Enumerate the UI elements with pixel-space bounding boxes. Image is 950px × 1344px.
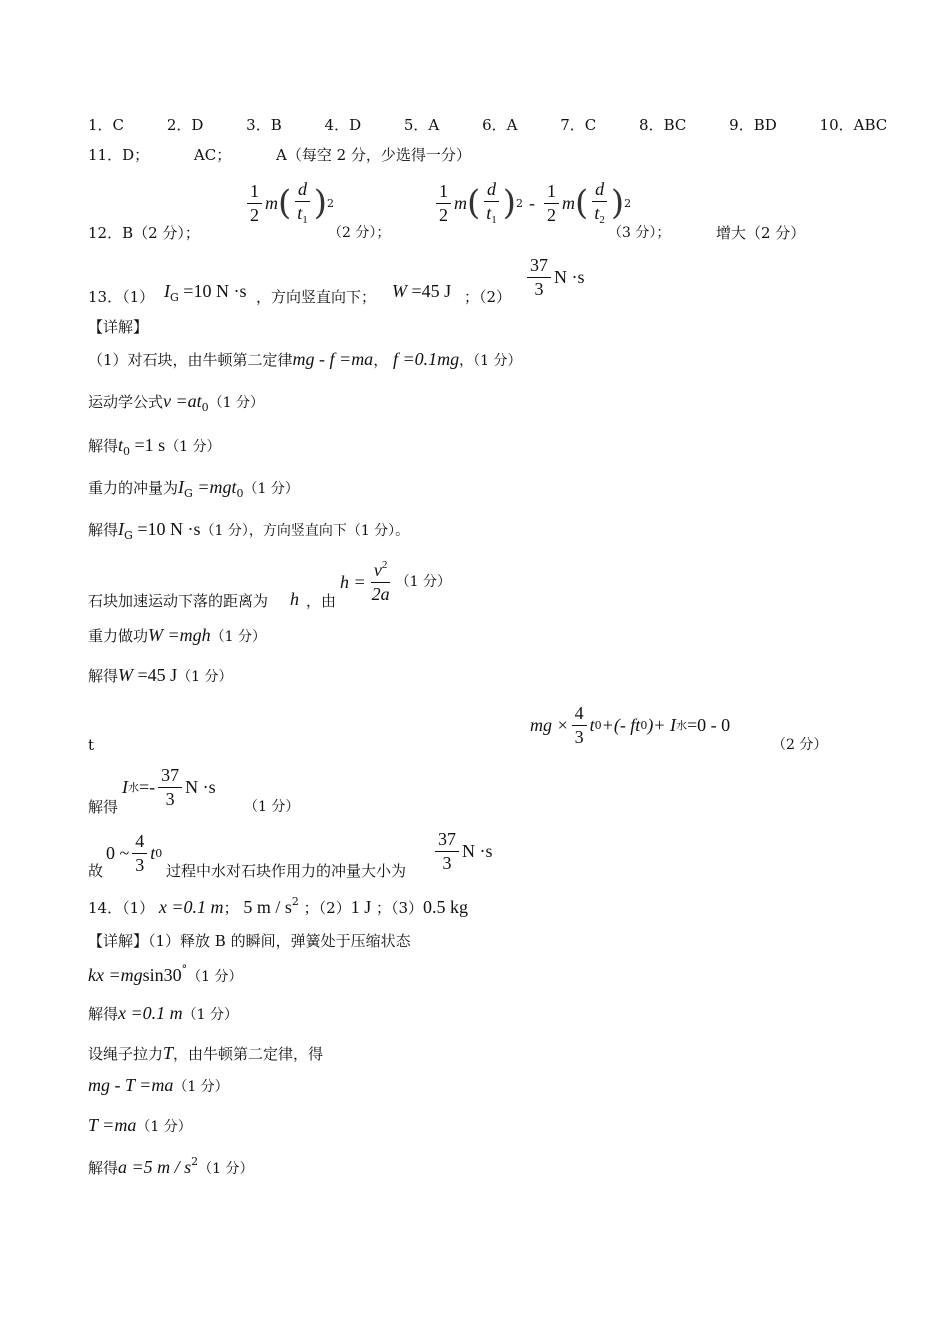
q12-expr-2: $\frac{1}{2}$ m ( $\frac{d}{t_1}$ ) 2 - $\frac{1}{2}$ m ( $\frac{d}{t_2}$ ) 2 — [433, 180, 631, 226]
q13-dir: ，方向竖直向下； — [256, 288, 377, 306]
k1: kx =mgsin30°（1 分） — [88, 963, 243, 985]
answer-5: 5．A — [403, 116, 440, 134]
l7: 重力做功W =mgh（1 分） — [88, 625, 267, 645]
answer-3: 3．B — [246, 116, 282, 134]
q11-b: AC； — [193, 146, 232, 164]
answer-1: 1．C — [88, 116, 125, 134]
q13-work: W =45 J — [392, 281, 452, 301]
q11-c: A（每空 2 分，少选得一分） — [276, 146, 471, 164]
answer-8: 8．BC — [639, 116, 687, 134]
l3: 解得$t_0 =1$ s（1 分） — [88, 435, 221, 458]
q14-detail: 【详解】（1）释放 B 的瞬间，弹簧处于压缩状态 — [88, 932, 411, 950]
answers-row — [88, 118, 887, 133]
answer-2: 2．D — [166, 116, 204, 134]
q13-frac: $\frac{37}{3}$ N ·s — [524, 256, 585, 299]
q12-score-2: （3 分）； — [608, 225, 671, 241]
q13-impulse: $I_G =10$ N ·s — [164, 281, 247, 304]
q11-num: 11．D； — [88, 146, 150, 164]
l2: 运动学公式$v =at_0(1$ 分） — [88, 391, 265, 414]
k6: 解得a =5 m / $s^2(1$ 分） — [88, 1155, 254, 1177]
q14-line: 14．（1） x =0.1 m； 5 m / $s^2$ ；（2）1 J ；（3）0.5 kg — [88, 895, 469, 917]
l8: 解得W =45 J（1 分） — [88, 665, 233, 685]
answer-6: 6．A — [482, 116, 518, 134]
k3: 设绳子拉力T，由牛顿第二定律，得 — [88, 1043, 324, 1063]
q13-num: 13．（1） — [88, 288, 155, 306]
answer-7: 7．C — [560, 116, 597, 134]
l4: 重力的冲量为$I_G =mgt_0(1$ 分） — [88, 477, 299, 500]
q12-last: 增大（2 分） — [716, 224, 806, 242]
answer-4: 4．D — [324, 116, 362, 134]
answer-10: 10．ABC — [819, 116, 888, 134]
q11-line — [88, 148, 471, 163]
q13-p2: ；（2） — [464, 288, 512, 306]
q12-score-1: （2 分）； — [328, 225, 391, 241]
k4: mg - T =ma（1 分） — [88, 1075, 229, 1095]
answer-9: 9．BD — [729, 116, 777, 134]
q12-num: 12．B（2 分）； — [88, 224, 200, 242]
q12-expr-1: $\frac{1}{2}$ m ( $\frac{d}{t_1}$ ) 2 — [244, 180, 334, 226]
k5: T =ma（1 分） — [88, 1115, 192, 1135]
l5: 解得$I_G =10$ N ·s（1 分），方向竖直向下（1 分）。 — [88, 519, 410, 542]
l1: （1）对石块，由牛顿第二定律mg - f =ma， f =0.1mg，（1 分） — [88, 349, 522, 369]
k2: 解得x =0.1 m（1 分） — [88, 1003, 239, 1023]
detail-heading: 【详解】 — [88, 318, 149, 336]
